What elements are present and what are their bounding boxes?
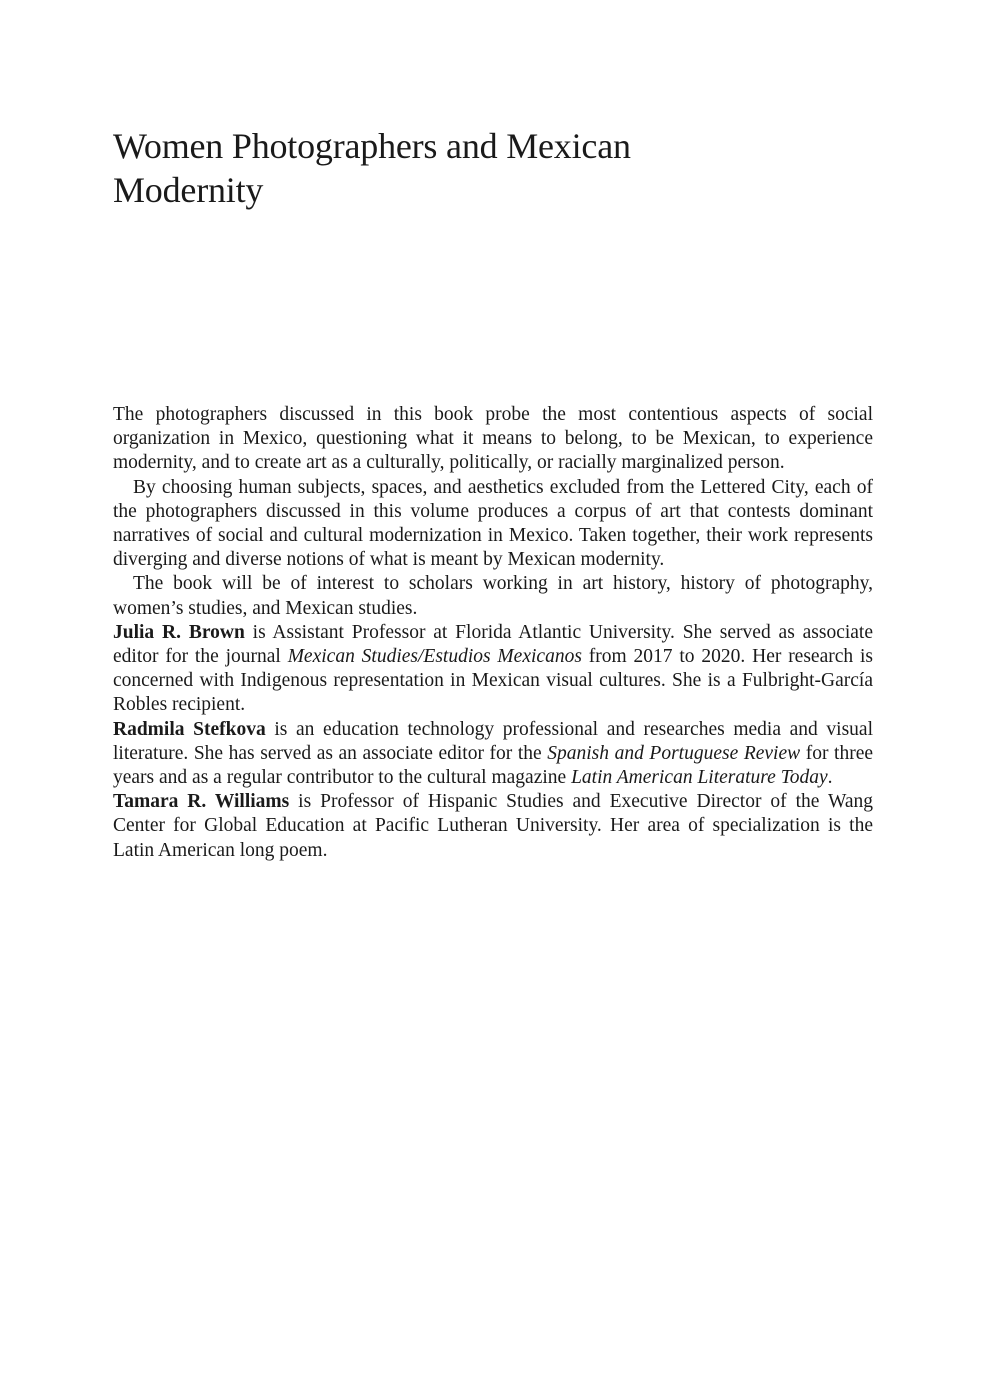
- bio-text: for three years and as a regular contributor to the cultural magazine: [113, 742, 874, 789]
- author-bio-stefkova: [113, 718, 873, 791]
- bio-text: .: [827, 767, 833, 789]
- journal-title: Mexican Studies/Estudios Mexicanos: [287, 646, 582, 668]
- bio-text: is Professor of Hispanic Studies and Executive Director of the Wang Center for Global Education at Pacific Lutheran University. Her area of specialization is the Latin American long poem.: [113, 791, 873, 861]
- author-bio-williams: [113, 790, 873, 863]
- author-name-brown: Julia R. Brown: [113, 621, 245, 643]
- author-name-stefkova: Radmila Stefkova: [113, 718, 266, 740]
- bio-text: from 2017 to 2020. Her research is concerned with Indigenous representation in Mexican visual cultures. She is a Fulbright-García Robles recipient.: [113, 646, 873, 716]
- book-title-line-2: Modernity: [113, 170, 264, 210]
- book-title-line-1: Women Photographers and Mexican: [113, 126, 631, 166]
- author-name-williams: Tamara R. Williams: [113, 791, 290, 813]
- book-title: [113, 124, 833, 212]
- description-paragraph-1: The photographers discussed in this book probe the most contentious aspects of social organization in Mexico, questioning what it means to belong, to be Mexican, to experience modernity, and to create art as a culturally, politically, or racially marginalized person.: [113, 404, 873, 474]
- journal-title: Spanish and Portuguese Review: [547, 742, 801, 764]
- book-description: [113, 403, 873, 863]
- magazine-title: Latin American Literature Today: [571, 767, 828, 789]
- author-bio-brown: [113, 621, 873, 718]
- bio-text: is an education technology professional and researches media and visual literature. She has served as an associate editor for the: [113, 718, 873, 764]
- description-paragraph-2: By choosing human subjects, spaces, and aesthetics excluded from the Lettered City, each of the photographers discussed in this volume produces a corpus of art that contests dominant narratives of social and cultural modernization in Mexico. Taken together, their work represents diverging and diverse notions of what is meant by Mexican modernity.: [113, 476, 873, 571]
- bio-text: is Assistant Professor at Florida Atlantic University. She served as associate editor for the journal: [113, 621, 874, 668]
- description-paragraph-3: The book will be of interest to scholars working in art history, history of photography, women’s studies, and Mexican studies.: [113, 573, 873, 619]
